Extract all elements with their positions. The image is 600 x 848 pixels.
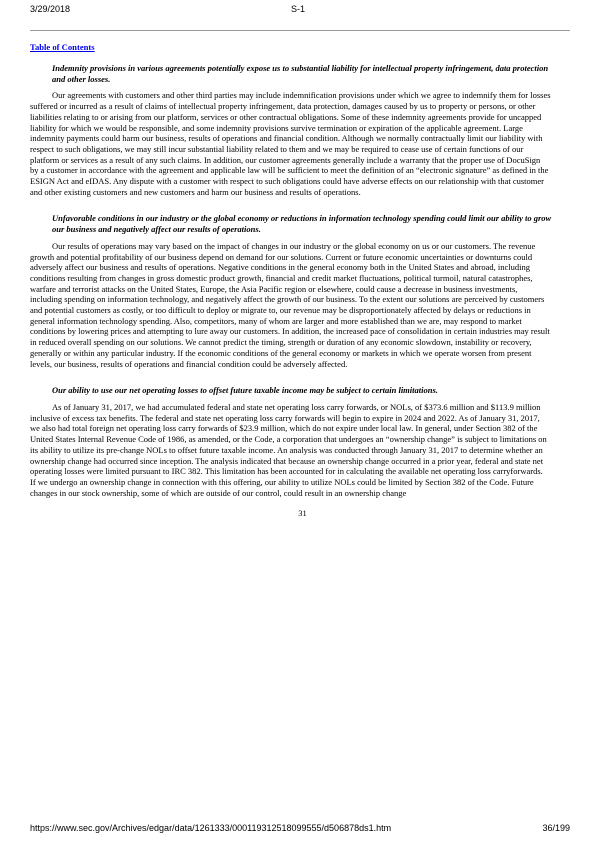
section-paragraph <box>30 90 575 197</box>
paragraph-line: changes in our stock ownership, some of which are outside of our control, could result in an ownership change <box>30 487 407 498</box>
paragraph-line: liability for which we would be responsible, and some indemnity provisions survive termination or expiration of the applicable agreement. Large <box>30 122 523 133</box>
paragraph-line: warfare and terrorist attacks on the United States, Europe, the Asia Pacific region or elsewhere, could cause a decrease in business investments, <box>30 283 518 294</box>
heading-line: Unfavorable conditions in our industry or the global economy or reductions in information technology spending could limit our ability to grow <box>52 213 552 224</box>
risk-factor-section <box>30 213 575 369</box>
section-heading <box>30 385 575 396</box>
paragraph-line: Our results of operations may vary based on the impact of changes in our industry or the global economy on us or our customers. The revenue <box>52 240 536 251</box>
paragraph-line: and other existing customers and new customers and harm our business and results of operations. <box>30 186 361 197</box>
print-date: 3/29/2018 <box>30 4 71 14</box>
paragraph-line: conditions by lowering prices and attempting to lure away our customers. In addition, the increased pace of consolidation in certain industries may result <box>30 326 550 337</box>
paragraph-line: by a customer in accordance with the agreement and applicable law will be sufficient to meet the definition of an “electronic signature” as defined in the <box>30 165 549 176</box>
paragraph-line: adversely affect our business and results of operations. Negative conditions in the general economy both in the United States and abroad, including <box>30 262 531 273</box>
risk-factor-section <box>30 385 575 498</box>
paragraph-line: operating losses were limited pursuant to IRC 382. This limitation has been accounted for in calculating the available net operating loss carryforwards. <box>30 466 543 477</box>
paragraph-line: platform or services as a result of any such claims. In addition, our customer agreements generally include a warranty that the proper use of DocuSign <box>30 154 541 165</box>
paragraph-line: As of January 31, 2017, we had accumulated federal and state net operating loss carry forwards, or NOLs, of $373.6 million and $113.9 million <box>52 401 541 412</box>
paragraph-line: inclusive of excess tax benefits. The federal and state net operating loss carry forwards will begin to expire in 2024 and 2022. As of January 31, 2017, <box>30 412 540 423</box>
paragraph-line: in reduced overall spending on our solutions. We cannot predict the timing, strength or duration of any economic slowdown, instability or recovery, <box>30 337 532 348</box>
paragraph-line: general information technology spending. Also, competitors, many of whom are larger and more established than we are, may respond to market <box>30 315 522 326</box>
section-heading <box>30 63 575 84</box>
paragraph-line: growth and potential profitability of our business depend on demand for our solutions. Current or future economic uncertainties or downturns could <box>30 251 533 262</box>
table-of-contents-link[interactable]: Table of Contents <box>30 42 95 52</box>
heading-line: Indemnity provisions in various agreements potentially expose us to substantial liability for intellectual property infringement, data protection <box>52 63 549 73</box>
paragraph-line: United States Internal Revenue Code of 1986, as amended, or the Code, a corporation that undergoes an “ownership change” is subject to limitations on <box>30 434 547 445</box>
header-divider <box>30 30 570 31</box>
paragraph-line: including spending on information technology, and negatively affect the growth of our business. To the extent our solutions are perceived by customers <box>30 294 545 305</box>
paragraph-line: ownership change had occurred since inception. The analysis indicated that because an ownership change occurred in a prior year, federal and state net <box>30 455 544 466</box>
heading-line: our business and negatively affect our results of operations. <box>52 224 261 235</box>
paragraph-line: conditions resulting from changes in gross domestic product growth, financial and credit market fluctuations, political turmoil, natural catastrophes, <box>30 272 533 283</box>
paragraph-line: If we undergo an ownership change in connection with this offering, our ability to utilize NOLs could be limited by Section 382 of the Code. Future <box>30 476 534 487</box>
paragraph-line: its ability to utilize its pre-change NOLs to offset future taxable income. An analysis was conducted through January 31, 2017 to determine whether an <box>30 444 543 455</box>
paragraph-line: respect to such obligations, we may still incur substantial liability related to them and we may be required to cease use of certain functions of our <box>30 143 524 154</box>
paragraph-line: we also had total foreign net operating loss carry forwards of $23.9 million, which do not expire under local law. In general, under Section 382 of the <box>30 423 538 434</box>
paragraph-line: Our agreements with customers and other third parties may include indemnification provisions under which we agree to indemnify them for losses <box>52 90 551 101</box>
page-number: 31 <box>298 508 307 519</box>
paragraph-line: ESIGN Act and eIDAS. Any dispute with a customer with respect to such obligations could have adverse effects on our relationship with that customer <box>30 176 544 187</box>
section-heading <box>30 213 575 234</box>
paragraph-line: liabilities relating to or arising from our platform, services or other contractual obligations. Some of these indemnity agreements provide for uncapped <box>30 111 542 122</box>
paragraph-line: indemnity payments could harm our business, results of operations and financial condition. Although we normally contractually limit our liability with <box>30 133 543 144</box>
paragraph-line: suffered or incurred as a result of claims of intellectual property infringement, data protection, damages caused by us to property or persons, or other <box>30 101 536 112</box>
paragraph-line: levels, our business, results of operations and financial condition could be adversely affected. <box>30 358 348 369</box>
footer-page-count: 36/199 <box>542 823 570 833</box>
document-body <box>30 63 575 519</box>
footer-url: https://www.sec.gov/Archives/edgar/data/1261333/000119312518099555/d506878ds1.htm <box>30 823 392 833</box>
document-title: S-1 <box>291 4 306 14</box>
paragraph-line: generally or within any particular industry. If the economic conditions of the general economy or markets in which we operate worsen from present <box>30 347 532 358</box>
paragraph-line: and potential customers as costly, or too difficult to deploy or migrate to, our revenue may be disproportionately affected by delays or reductions in <box>30 305 531 316</box>
section-paragraph <box>30 241 575 369</box>
heading-line: Our ability to use our net operating losses to offset future taxable income may be subject to certain limitations. <box>52 385 438 396</box>
heading-line: and other losses. <box>52 73 111 84</box>
risk-factor-section <box>30 63 575 197</box>
section-paragraph <box>30 402 575 498</box>
